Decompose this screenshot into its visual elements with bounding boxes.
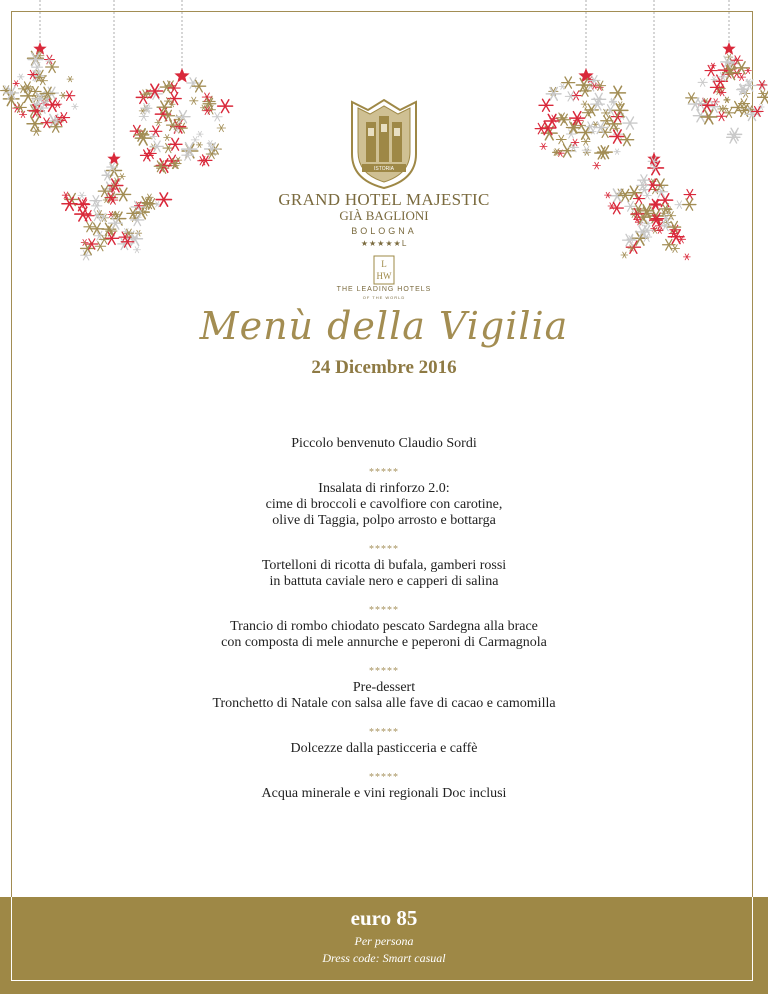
dress-code: Dress code: Smart casual <box>322 951 446 965</box>
per-person-note: Per persona <box>354 934 414 948</box>
course-line: Acqua minerale e vini regionali Doc inclusi <box>261 786 507 801</box>
lhw-logo-icon <box>373 255 395 285</box>
svg-text:L: L <box>381 259 387 269</box>
course-3 <box>0 558 768 590</box>
course-separator: ***** <box>369 467 399 478</box>
course-line: Tronchetto di Natale con salsa alle fave di cacao e camomilla <box>212 696 556 711</box>
hotel-crest-logo <box>346 96 422 192</box>
course-separator: ***** <box>369 605 399 616</box>
menu-courses <box>0 436 768 802</box>
course-line: Trancio di rombo chiodato pescato Sardegna alla brace <box>230 619 538 634</box>
course-separator: ***** <box>369 666 399 677</box>
course-1 <box>0 436 768 452</box>
affiliation-subtext: OF THE WORLD <box>362 295 406 300</box>
course-separator: ***** <box>369 772 399 783</box>
course-separator: ***** <box>369 727 399 738</box>
course-2 <box>0 481 768 529</box>
menu-date: 24 Dicembre 2016 <box>311 357 457 378</box>
course-6 <box>0 741 768 757</box>
course-line: olive di Taggia, polpo arrosto e bottarga <box>272 513 496 528</box>
course-line: cime di broccoli e cavolfiore con carotine, <box>265 497 503 512</box>
hotel-name: GRAND HOTEL MAJESTIC <box>278 190 490 209</box>
course-4 <box>0 619 768 651</box>
affiliation-text: THE LEADING HOTELS <box>336 286 432 293</box>
menu-title: Menù della Vigilia <box>199 304 569 348</box>
hotel-subtitle: GIÀ BAGLIONI <box>339 208 429 223</box>
course-line: Piccolo benvenuto Claudio Sordi <box>291 436 477 451</box>
course-line: Tortelloni di ricotta di bufala, gamberi rossi <box>261 558 507 573</box>
course-7 <box>0 786 768 802</box>
hotel-stars: ★★★★★L <box>360 239 408 248</box>
course-line: con composta di mele annurche e peperoni di Carmagnola <box>221 635 547 650</box>
course-5 <box>0 680 768 712</box>
price: euro 85 <box>350 906 418 930</box>
course-line: in battuta caviale nero e capperi di salina <box>269 574 499 589</box>
course-line: Pre-dessert <box>352 680 416 695</box>
hotel-city: BOLOGNA <box>351 226 417 236</box>
course-line: Insalata di rinforzo 2.0: <box>318 481 450 496</box>
course-separator: ***** <box>369 544 399 555</box>
course-line: Dolcezze dalla pasticceria e caffè <box>290 741 478 756</box>
svg-text:HW: HW <box>376 271 392 281</box>
crest-banner-text: ISTORIA <box>374 166 394 172</box>
